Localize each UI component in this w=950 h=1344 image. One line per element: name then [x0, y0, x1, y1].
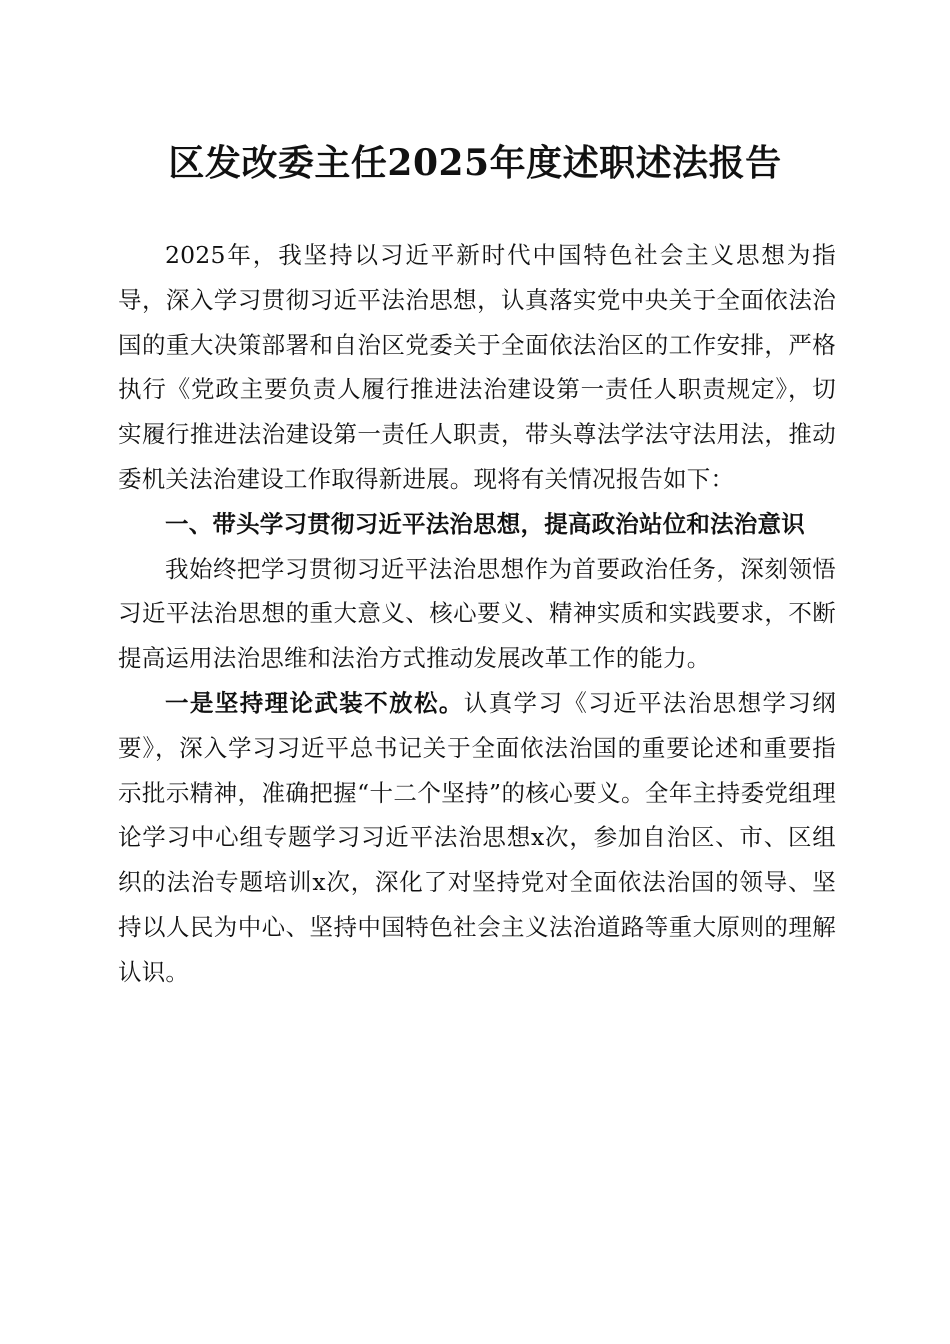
- document-body: [118, 233, 836, 995]
- section-heading-1: 一、带头学习贯彻习近平法治思想，提高政治站位和法治意识: [165, 509, 805, 538]
- section-1-paragraph-2: [118, 681, 836, 995]
- paragraph-lead-phrase: 一是坚持理论武装不放松。: [165, 688, 464, 717]
- section-1-paragraph-1: 我始终把学习贯彻习近平法治思想作为首要政治任务，深刻领悟习近平法治思想的重大意义、核心要义、精神实质和实践要求，不断提高运用法治思维和法治方式推动发展改革工作的能力。: [118, 554, 836, 673]
- paragraph-body-text: 认真学习《习近平法治思想学习纲要》，深入学习习近平总书记关于全面依法治国的重要论述和重要指示批示精神，准确把握“十二个坚持”的核心要义。全年主持委党组理论学习中心组专题学习习近平法治思想x次，参加自治区、市、区组织的法治专题培训x次，深化了对坚持党对全面依法治国的领导、坚持以人民为中心、坚持中国特色社会主义法治道路等重大原则的理解认识。: [118, 688, 837, 986]
- intro-paragraph: 2025年，我坚持以习近平新时代中国特色社会主义思想为指导，深入学习贯彻习近平法治思想，认真落实党中央关于全面依法治国的重大决策部署和自治区党委关于全面依法治区的工作安排，严格执行《党政主要负责人履行推进法治建设第一责任人职责规定》，切实履行推进法治建设第一责任人职责，带头尊法学法守法用法，推动委机关法治建设工作取得新进展。现将有关情况报告如下：: [118, 241, 836, 493]
- document-title: 区发改委主任2025年度述职述法报告: [168, 142, 782, 184]
